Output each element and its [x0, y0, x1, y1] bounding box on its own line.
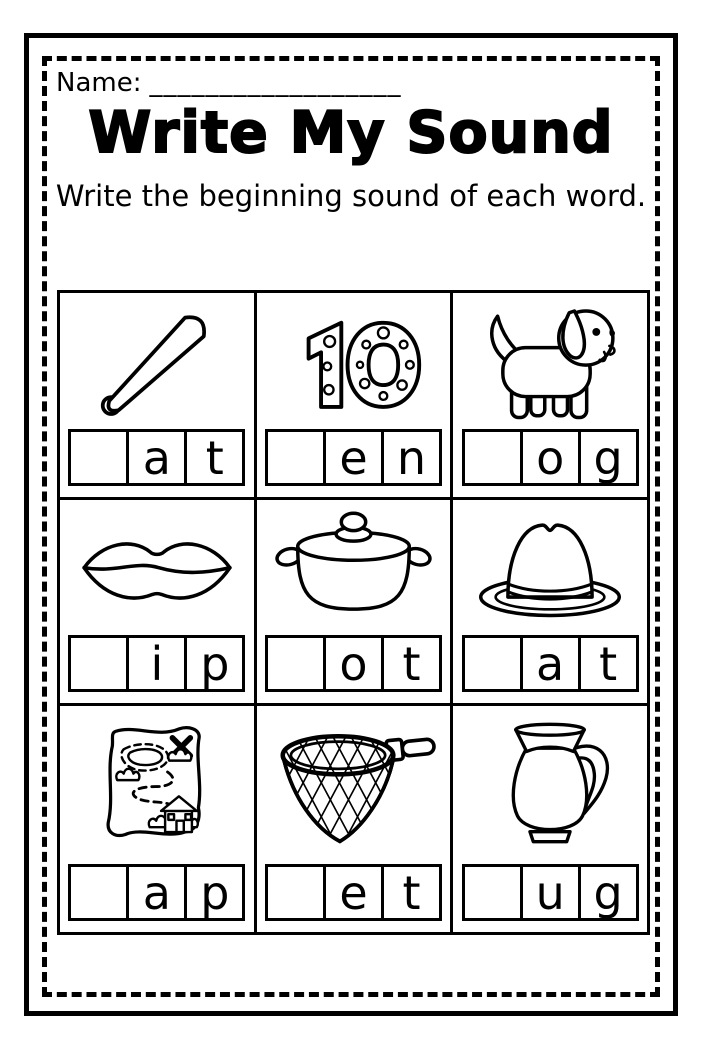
jug-picture: [479, 706, 621, 864]
letter-box: t: [578, 635, 639, 692]
letter-box: t: [381, 864, 442, 921]
letter-box: o: [520, 429, 581, 486]
letter-boxes: [462, 864, 639, 921]
answer-box[interactable]: [68, 429, 129, 486]
cell-hat: [453, 500, 647, 703]
cell-bat: [60, 293, 254, 497]
page-title: Write My Sound: [88, 100, 614, 166]
answer-box[interactable]: [265, 635, 326, 692]
cell-lips: [60, 500, 254, 703]
letter-boxes: [265, 635, 442, 692]
letter-box: g: [578, 429, 639, 486]
dog-icon: [471, 297, 629, 428]
dog-picture: [471, 293, 629, 429]
name-input-line[interactable]: __________________: [149, 68, 402, 98]
worksheet-grid: [57, 290, 650, 935]
cell-dog: [453, 293, 647, 497]
answer-box[interactable]: [68, 635, 129, 692]
answer-box[interactable]: [265, 429, 326, 486]
name-label: Name:: [56, 68, 142, 98]
cell-net: [257, 706, 451, 932]
letter-box: u: [520, 864, 581, 921]
jug-icon: [479, 718, 621, 856]
lips-icon: [77, 516, 237, 623]
letter-box: a: [126, 864, 187, 921]
name-row: [56, 68, 401, 98]
baseball-bat-icon: [82, 297, 232, 428]
letter-boxes: [265, 864, 442, 921]
net-icon: [269, 719, 437, 855]
bat-picture: [82, 293, 232, 429]
letter-box: e: [323, 864, 384, 921]
letter-boxes: [68, 864, 245, 921]
letter-box: a: [126, 429, 187, 486]
letter-boxes: [462, 635, 639, 692]
pot-picture: [275, 500, 432, 635]
number-ten-icon: [279, 304, 427, 421]
letter-box: g: [578, 864, 639, 921]
letter-box: o: [323, 635, 384, 692]
letter-boxes: [68, 429, 245, 486]
cell-pot: [257, 500, 451, 703]
letter-box: e: [323, 429, 384, 486]
cell-jug: [453, 706, 647, 932]
letter-boxes: [462, 429, 639, 486]
page-subtitle: Write the beginning sound of each word.: [55, 179, 647, 213]
hat-icon: [471, 512, 629, 626]
letter-box: p: [184, 635, 245, 692]
pot-icon: [275, 508, 432, 630]
answer-box[interactable]: [265, 864, 326, 921]
letter-box: t: [184, 429, 245, 486]
map-picture: [88, 706, 226, 864]
answer-box[interactable]: [462, 429, 523, 486]
ten-picture: [279, 293, 427, 429]
cell-map: [60, 706, 254, 932]
answer-box[interactable]: [68, 864, 129, 921]
letter-box: i: [126, 635, 187, 692]
letter-boxes: [265, 429, 442, 486]
letter-box: n: [381, 429, 442, 486]
letter-boxes: [68, 635, 245, 692]
cell-ten: [257, 293, 451, 497]
net-picture: [269, 706, 437, 864]
lips-picture: [77, 500, 237, 635]
hat-picture: [471, 500, 629, 635]
letter-box: a: [520, 635, 581, 692]
answer-box[interactable]: [462, 864, 523, 921]
treasure-map-icon: [88, 720, 226, 854]
answer-box[interactable]: [462, 635, 523, 692]
letter-box: p: [184, 864, 245, 921]
letter-box: t: [381, 635, 442, 692]
